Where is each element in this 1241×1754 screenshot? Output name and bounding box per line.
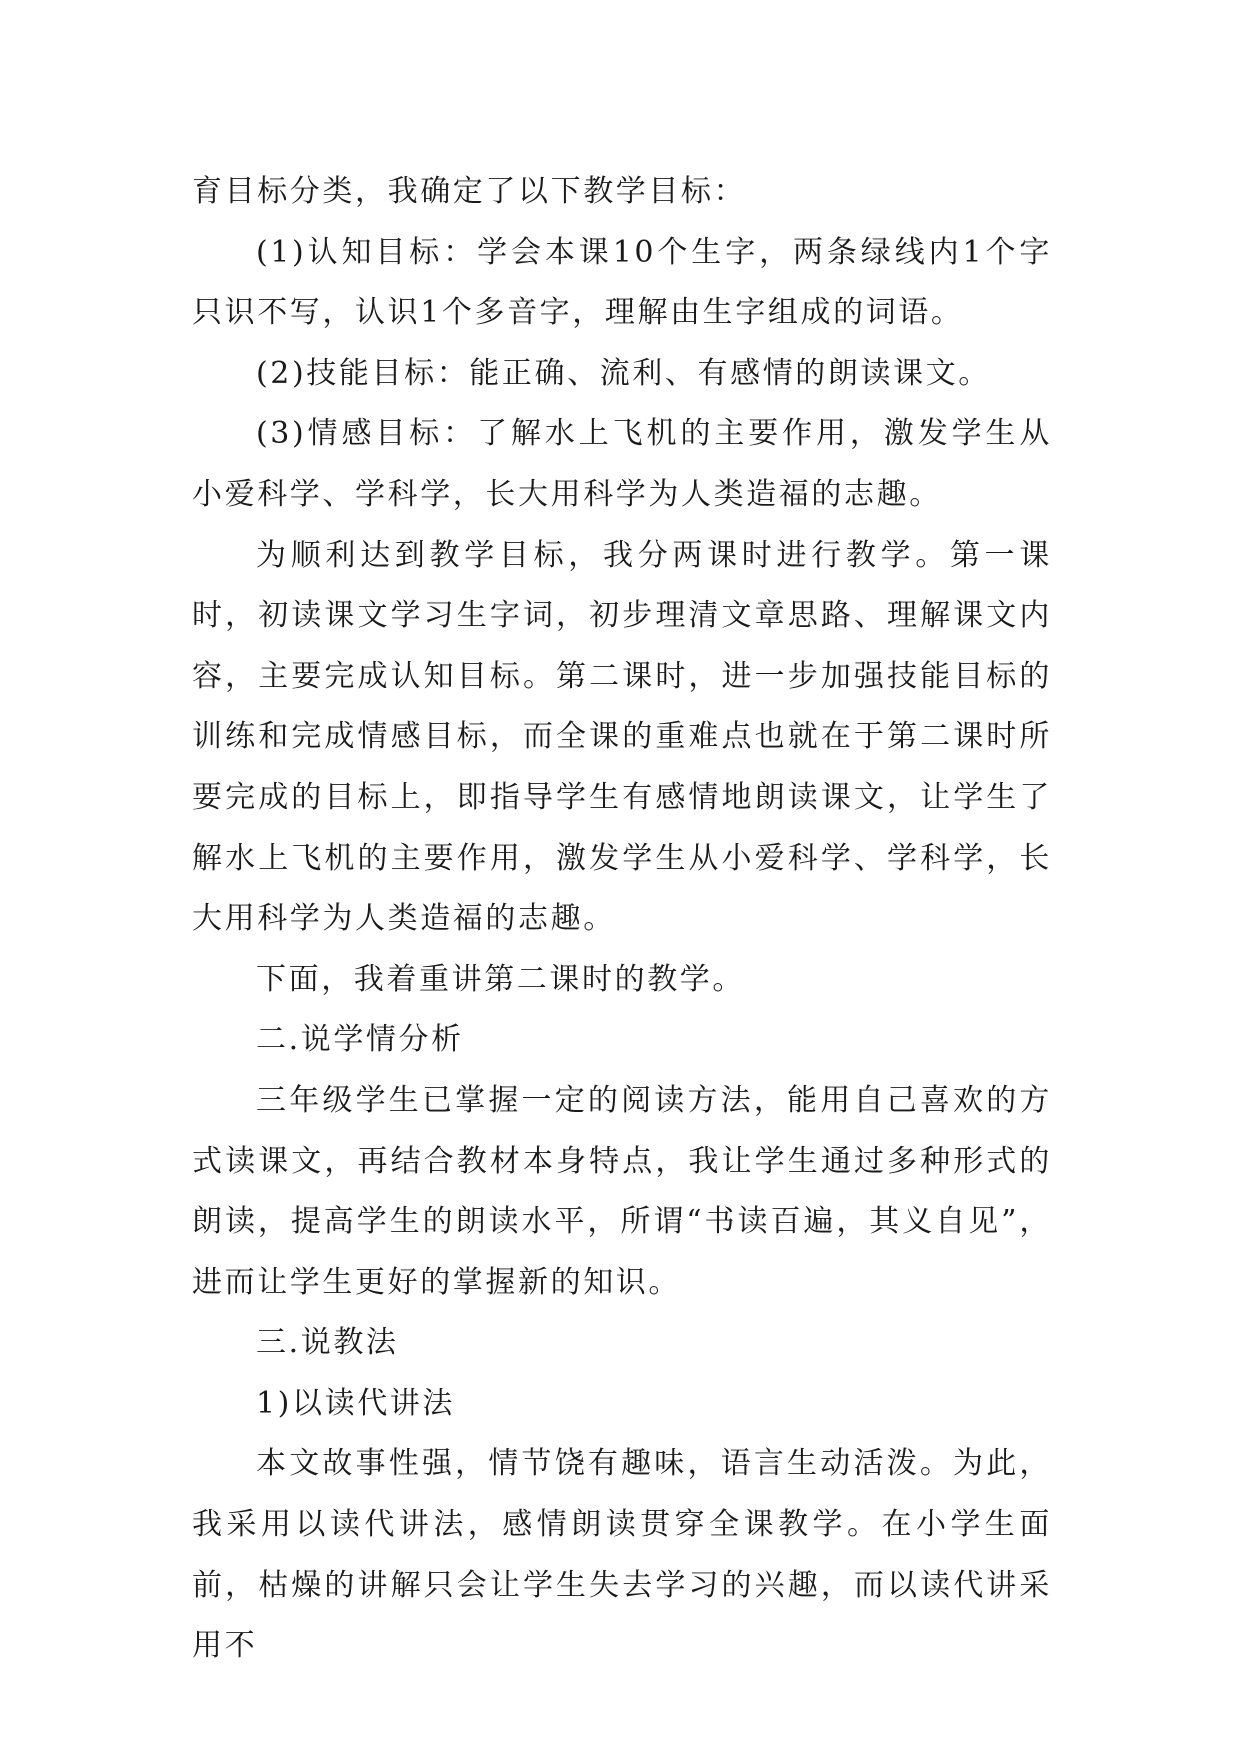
section-heading-student-analysis: 二.说学情分析 <box>256 1022 464 1058</box>
subheading-reading-method: 1)以读代讲法 <box>256 1385 455 1421</box>
paragraph-emotion-goal: (3)情感目标：了解水上飞机的主要作用，激发学生从小爱科学、学科学，长大用科学为人类造福的志趣。 <box>192 416 1052 512</box>
paragraph-continuation: 育目标分类，我确定了以下教学目标： <box>192 174 747 209</box>
section-heading-teaching-method: 三.说教法 <box>256 1325 399 1361</box>
paragraph-skill-goal: (2)技能目标：能正确、流利、有感情的朗读课文。 <box>256 355 991 391</box>
paragraph-second-lesson: 下面，我着重讲第二课时的教学。 <box>256 961 745 997</box>
paragraph-lesson-plan: 为顺利达到教学目标，我分两课时进行教学。第一课时，初读课文学习生字词，初步理清文章思路、理解课文内容，主要完成认知目标。第二课时，进一步加强技能目标的训练和完成情感目标，而全课的重难点也就在于第二课时所要完成的目标上，即指导学生有感情地朗读课文，让学生了解水上飞机的主要作用，激发学生从小爱科学、学科学，长大用科学为人类造福的志趣。 <box>192 537 1052 937</box>
paragraph-reading-method: 本文故事性强，情节饶有趣味，语言生动活泼。为此，我采用以读代讲法，感情朗读贯穿全课教学。在小学生面前，枯燥的讲解只会让学生失去学习的兴趣，而以读代讲采用不 <box>192 1446 1052 1664</box>
paragraph-student-analysis: 三年级学生已掌握一定的阅读方法，能用自己喜欢的方式读课文，再结合教材本身特点，我让学生通过多种形式的朗读，提高学生的朗读水平，所谓“书读百遍，其义自见”，进而让学生更好的掌握新的知识。 <box>192 1082 1052 1300</box>
paragraph-cognitive-goal: (1)认知目标：学会本课10个生字，两条绿线内1个字只识不写，认识1个多音字，理解由生字组成的词语。 <box>192 234 1052 331</box>
document-body <box>192 162 1052 1677</box>
